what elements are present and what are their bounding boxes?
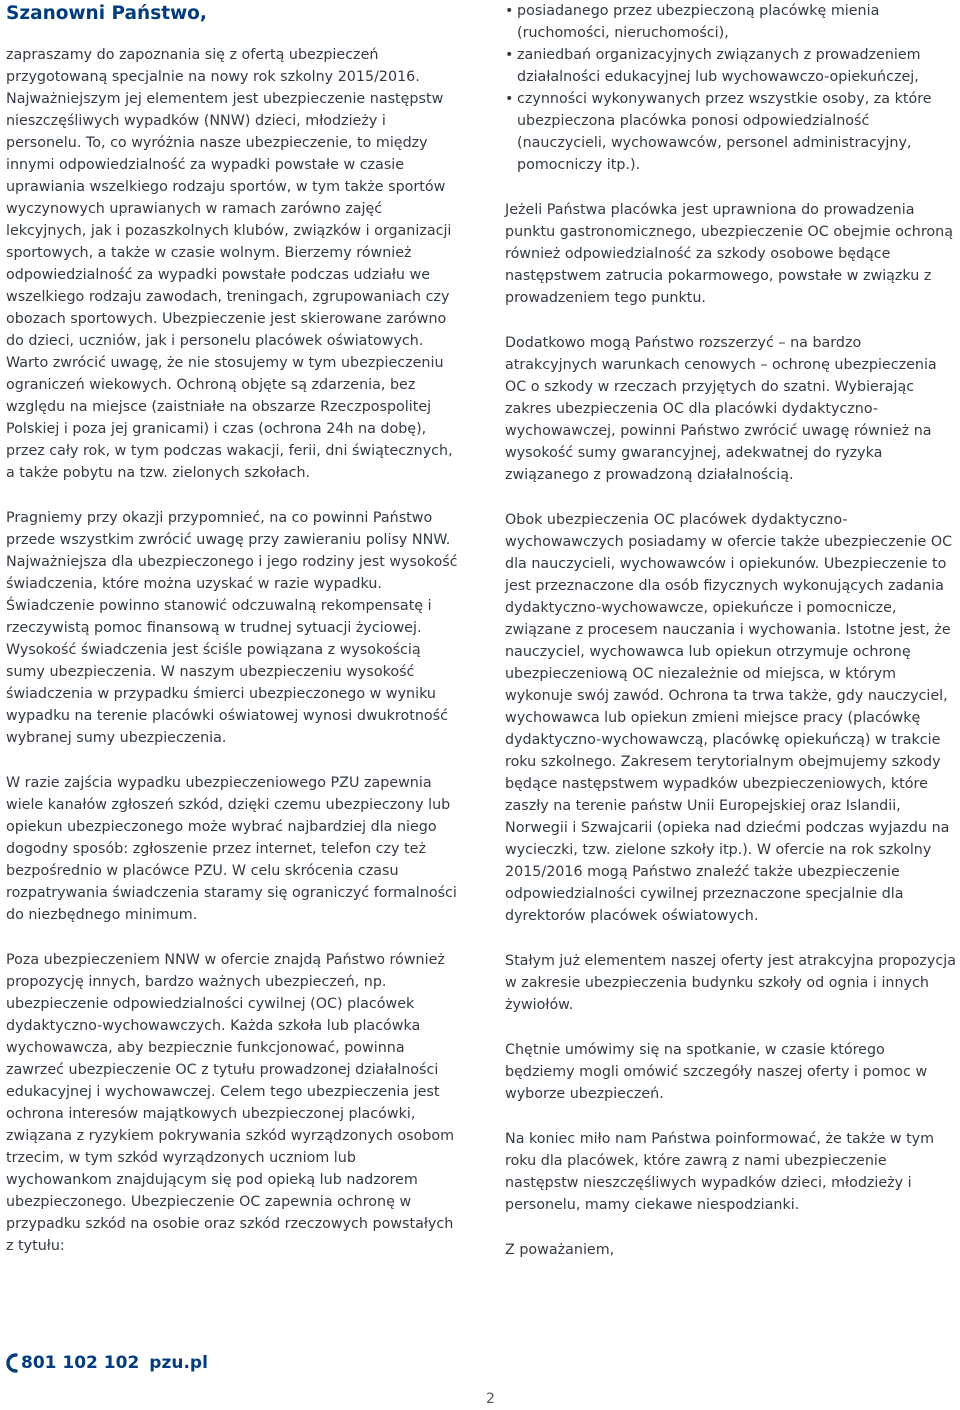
phone-icon <box>5 1353 19 1373</box>
list-item: • czynności wykonywanych przez wszystkie osoby, za które ubezpieczona placówka ponosi odpowiedzialność (nauczycieli, wychowawców, personel administracyjny, pomocniczy itp.). <box>505 88 957 176</box>
building-paragraph: Stałym już elementem naszej oferty jest atrakcyjna propozycja w zakresie ubezpieczenia budynku szkoły od ognia i innych żywiołów. <box>505 953 956 1013</box>
oc-scope-list <box>505 0 957 176</box>
teacher-oc-paragraph: Obok ubezpieczenia OC placówek dydaktyczno-wychowawczych posiadamy w ofercie także ubezpieczenie OC dla nauczycieli, wychowawców i opiekunów. Ubezpieczenie to jest przeznaczone dla osób fizycznych wykonujących zadania dydaktyczno-wychowawcze, opiekuńcze i pomocnicze, związane z procesem nauczania i wychowania. Istotne jest, że nauczyciel, wychowawca lub opiekun otrzymuje ochronę ubezpieczeniową OC niezależnie od miejsca, w którym wykonuje swój zawód. Ochrona ta trwa także, gdy nauczyciel, wychowawca lub opiekun zmieni miejsce pracy (placówkę dydaktyczno-wychowawczą, placówkę opiekuńczą) w trakcie roku szkolnego. Zakresem terytorialnym obejmujemy szkody będące następstwem wypadków ubezpieczeniowych, które zaszły na terenie państw Unii Europejskiej oraz Islandii, Norwegii i Szwajcarii (opieka nad dziećmi podczas wyjazdu na wycieczki, tzw. zielone szkoły itp.). W ofercie na rok szkolny 2015/2016 mogą Państwo znaleźć także ubezpieczenie odpowiedzialności cywilnej przeznaczone specjalnie dla dyrektorów placówek oświatowych. <box>505 512 953 924</box>
list-item: • posiadanego przez ubezpieczoną placówkę mienia (ruchomości, nieruchomości), <box>505 0 957 44</box>
intro-paragraph: zapraszamy do zapoznania się z ofertą ubezpieczeń przygotowaną specjalnie na nowy rok szkolny 2015/2016. Najważniejszym jej elementem jest ubezpieczenie następstw nieszczęśliwych wypadków (NNW) dzieci, młodzieży i personelu. To, co wyróżnia nasze ubezpieczenie, to między innymi odpowiedzialność za wypadki powstałe w czasie uprawiania wszelkiego rodzaju sportów, w tym także sportów wyczynowych uprawianych w ramach zarówno zajęć lekcyjnych, jak i pozaszkolnych klubów, związków i organizacji sportowych, a także w czasie wolnym. Bierzemy również odpowiedzialność za wypadki powstałe podczas udziału we wszelkiego rodzaju zawodach, treningach, zgrupowaniach czy obozach sportowych. Ubezpieczenie jest skierowane zarówno do dzieci, uczniów, jak i personelu placówek oświatowych. Warto zwrócić uwagę, że nie stosujemy w tym ubezpieczeniu ograniczeń wiekowych. Ochroną objęte są zdarzenia, bez względu na miejsce (zaistniałe na obszarze Rzeczpospolitej Polskiej i poza jej granicami) i czas (ochrona 24h na dobę), przez cały rok, w tym podczas wakacji, ferii, dni świątecznych, a także pobytu na tzw. zielonych szkołach. <box>6 47 453 481</box>
nnw-benefit-paragraph: Pragniemy przy okazji przypomnieć, na co powinni Państwo przede wszystkim zwrócić uwagę przy zawieraniu polisy NNW. Najważniejsza dla ubezpieczonego i jego rodziny jest wysokość świadczenia, które można uzyskać w razie wypadku. Świadczenie powinno stanowić odczuwalną rekompensatę i rzeczywistą pomoc finansową w trudnej sytuacji życiowej. Wysokość świadczenia jest ściśle powiązana z wysokością sumy ubezpieczenia. W naszym ubezpieczeniu wysokość świadczenia w przypadku śmierci ubezpieczonego w wyniku wypadku na terenie placówki oświatowej wynosi dwukrotność wybranej sumy ubezpieczenia. <box>6 510 458 746</box>
website-link[interactable]: pzu.pl <box>149 1353 208 1373</box>
greeting-heading: Szanowni Państwo, <box>6 3 207 24</box>
oc-intro-paragraph: Poza ubezpieczeniem NNW w ofercie znajdą Państwo również propozycję innych, bardzo ważnych ubezpieczeń, np. ubezpieczenie odpowiedzialności cywilnej (OC) placówek dydaktyczno-wychowawczych. Każda szkoła lub placówka wychowawcza, aby bezpiecznie funkcjonować, powinna zawrzeć ubezpieczenie OC z tytułu prowadzonej działalności edukacyjnej i wychowawczej. Celem tego ubezpieczenia jest ochrona interesów majątkowych ubezpieczonej placówki, związana z ryzykiem pokrywania szkód wyrządzonych osobom trzecim, w tym szkód wyrządzonych uczniom lub wychowankom znajdującym się pod opieką lub nadzorem ubezpieczonego. Ubezpieczenie OC zapewnia ochronę w przypadku szkód na osobie oraz szkód rzeczowych powstałych z tytułu: <box>6 952 455 1254</box>
contact-footer <box>5 1352 208 1374</box>
phone-number[interactable]: 801 102 102 <box>21 1353 140 1373</box>
surprise-paragraph: Na koniec miło nam Państwa poinformować, że także w tym roku dla placówek, które zawrą z nami ubezpieczenie następstw nieszczęśliwych wypadków dzieci, młodzieży i personelu, mamy ciekawe niespodzianki. <box>505 1131 935 1213</box>
right-column <box>505 0 957 1261</box>
page-number: 2 <box>486 1391 495 1407</box>
left-column <box>6 0 464 1257</box>
closing-salutation: Z poważaniem, <box>505 1242 615 1258</box>
meeting-paragraph: Chętnie umówimy się na spotkanie, w czasie którego będziemy mogli omówić szczegóły naszej oferty i pomoc w wyborze ubezpieczeń. <box>505 1042 928 1102</box>
claims-paragraph: W razie zajścia wypadku ubezpieczeniowego PZU zapewnia wiele kanałów zgłoszeń szkód, dzięki czemu ubezpieczony lub opiekun ubezpieczonego może wybrać najbardziej dla niego dogodny sposób: zgłoszenie przez internet, telefon czy też bezpośrednio w placówce PZU. W celu skrócenia czasu rozpatrywania świadczenia staramy się ograniczyć formalności do niezbędnego minimum. <box>6 775 457 923</box>
list-item: • zaniedbań organizacyjnych związanych z prowadzeniem działalności edukacyjnej lub wychowawczo-opiekuńczej, <box>505 44 957 88</box>
cloakroom-paragraph: Dodatkowo mogą Państwo rozszerzyć – na bardzo atrakcyjnych warunkach cenowych – ochronę ubezpieczenia OC o szkody w rzeczach przyjętych do szatni. Wybierając zakres ubezpieczenia OC dla placówki dydaktyczno-wychowawczej, powinni Państwo zwrócić uwagę również na wysokość sumy gwarancyjnej, adekwatnej do ryzyka związanego z prowadzoną działalnością. <box>505 335 937 483</box>
gastronomy-paragraph: Jeżeli Państwa placówka jest uprawniona do prowadzenia punktu gastronomicznego, ubezpieczenie OC obejmie ochroną również odpowiedzialność za szkody osobowe będące następstwem zatrucia pokarmowego, powstałe w związku z prowadzeniem tego punktu. <box>505 202 953 306</box>
